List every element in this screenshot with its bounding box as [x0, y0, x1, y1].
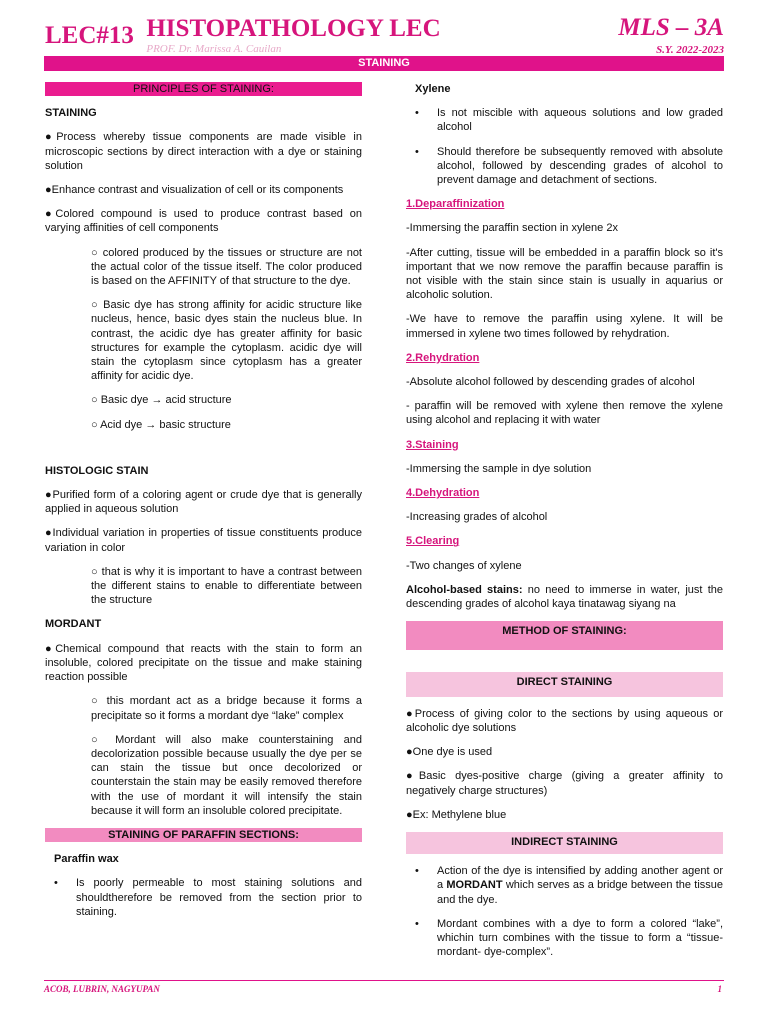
indirect-list [406, 864, 723, 959]
histologic-subpoint-1: ○ that is why it is important to have a contrast between the different stains to enable to differentiate between the structure [91, 565, 362, 607]
staining-point-2: ●Enhance contrast and visualization of cell or its components [45, 184, 344, 197]
footer-authors: ACOB, LUBRIN, NAGYUPAN [44, 984, 160, 994]
staining-subpoint-1: ○ colored produced by the tissues or structure are not the actual color of the tissue itself. The color produced is based on the AFFINITY of that structure to the dye. [91, 246, 362, 288]
xylene-bullet-1: • Is not miscible with aqueous solutions and low graded alcohol [406, 106, 723, 134]
step1-text-3: -We have to remove the paraffin using xylene. It will be immersed in xylene two times followed by rehydration. [406, 313, 723, 340]
indirect-bullet-2: • Mordant combines with a dye to form a colored “lake”, whichin turn combines with the tissue to form a “tissue-mordant- dye-complex”. [406, 917, 723, 960]
step-deparaffinization: 1.Deparaffinization [406, 198, 505, 211]
alcohol-based-text: no need to immerse in water, just the descending grades of alcohol kaya tinatawag siyang na [406, 583, 723, 611]
step1-text-1: -Immersing the paraffin section in xylene 2x [406, 222, 618, 235]
title-block [146, 16, 440, 55]
mordant-bold: MORDANT [446, 879, 503, 892]
header-right [618, 14, 724, 56]
lecture-number: LEC#13 [45, 22, 134, 49]
paraffin-band: STAINING OF PARAFFIN SECTIONS: [45, 828, 362, 842]
footer-divider [44, 980, 724, 981]
indirect-bullet-1 [406, 864, 723, 907]
topic-bar: STAINING [44, 56, 724, 71]
step1-text-2: -After cutting, tissue will be embedded in a paraffin block so it's important that we now remove the paraffin because paraffin is not visible with the stain since stain is usually in aquarius or alcoholic solution. [406, 246, 723, 302]
professor-name: PROF. Dr. Marissa A. Cauilan [146, 43, 282, 55]
staining-subpoint-2: ○ Basic dye has strong affinity for acidic structure like nucleus, hence, basic dyes stain the nucleus blue. In contrast, the acidic dye has greater affinity for basic structures for example the cytoplasm. acidic dye will stain the cytoplasm since cytoplasm has a greater affinity for acidic dye. [91, 299, 362, 383]
header-left [45, 16, 441, 55]
method-band: METHOD OF STAINING: [406, 621, 723, 650]
xylene-list [406, 106, 723, 187]
step-clearing: 5.Clearing [406, 535, 460, 548]
histologic-heading: HISTOLOGIC STAIN [45, 464, 149, 477]
left-column [45, 82, 362, 929]
course-section: MLS – 3A [618, 14, 724, 41]
mordant-subpoint-1: ○ this mordant act as a bridge because it forms a precipitate so it forms a mordant dye “lake” complex [91, 695, 362, 722]
alcohol-based-label: Alcohol-based stains: [406, 583, 523, 596]
step4-text-1: -Increasing grades of alcohol [406, 511, 548, 524]
page-title: HISTOPATHOLOGY LEC [146, 15, 441, 42]
histologic-point-1: ●Purified form of a coloring agent or crude dye that is generally applied in aqueous solution [45, 489, 362, 516]
indirect-staining-band: INDIRECT STAINING [406, 832, 723, 854]
step5-text-1: -Two changes of xylene [406, 559, 522, 572]
step2-text-2: - paraffin will be removed with xylene then remove the xylene using alcohol and replacing it with water [406, 400, 723, 427]
staining-subpoint-3: ○ Basic dye → acid structure [91, 394, 232, 407]
direct-point-1: ●Process of giving color to the sections by using aqueous or alcoholic dye solutions [406, 707, 723, 734]
staining-subpoint-4: ○ Acid dye → basic structure [91, 418, 231, 431]
indirect-bullet-1-post: which serves as a bridge between the tissue and the dye. [437, 879, 723, 906]
paraffin-wax-heading: Paraffin wax [54, 853, 119, 866]
paraffin-wax-list [45, 876, 362, 919]
step-dehydration: 4.Dehydration [406, 487, 480, 500]
mordant-subpoint-2: ○ Mordant will also make counterstaining and decolorization possible because usually the dye per se can stain the tissue but once decolorized or counterstain the stain may be easily removed therefore with the use of mordant it will intensify the stain because it will form an insoluble colored precipitate. [91, 733, 362, 817]
direct-staining-band: DIRECT STAINING [406, 672, 723, 696]
step-staining: 3.Staining [406, 438, 459, 451]
mordant-heading: MORDANT [45, 618, 102, 631]
staining-heading: STAINING [45, 107, 97, 120]
histologic-point-2: ●Individual variation in properties of tissue constituents produce variation in color [45, 527, 362, 554]
staining-point-3: ●Colored compound is used to produce contrast based on varying affinities of cell components [45, 208, 362, 235]
indirect-bullet-1-pre: Action of the dye is intensified by adding another agent or a [437, 865, 723, 892]
xylene-bullet-2: • Should therefore be subsequently removed with absolute alcohol, followed by descending grades of alcohol to prevent damage and detachment of sections. [406, 145, 723, 188]
school-year: S.Y. 2022-2023 [656, 44, 724, 56]
step3-text-1: -Immersing the sample in dye solution [406, 462, 592, 475]
staining-point-1: ●Process whereby tissue components are made visible in microscopic sections by direct interaction with a dye or staining solution [45, 131, 362, 172]
right-column [406, 82, 723, 969]
direct-point-2: ●One dye is used [406, 746, 493, 759]
alcohol-based-note [406, 583, 723, 611]
page-number: 1 [717, 984, 722, 994]
mordant-point-1: ●Chemical compound that reacts with the stain to form an insoluble, colored precipitate on the tissue and make staining reaction possible [45, 642, 362, 684]
xylene-heading: Xylene [415, 83, 451, 95]
principles-band: PRINCIPLES OF STAINING: [45, 82, 362, 96]
step-rehydration: 2.Rehydration [406, 351, 480, 364]
direct-point-4: ●Ex: Methylene blue [406, 808, 507, 821]
direct-point-3: ●Basic dyes-positive charge (giving a greater affinity to negatively charge structures) [406, 770, 723, 797]
step2-text-1: -Absolute alcohol followed by descending grades of alcohol [406, 376, 695, 389]
paraffin-wax-bullet: • Is poorly permeable to most staining solutions and shouldtherefore be removed from the section prior to staining. [45, 876, 362, 919]
